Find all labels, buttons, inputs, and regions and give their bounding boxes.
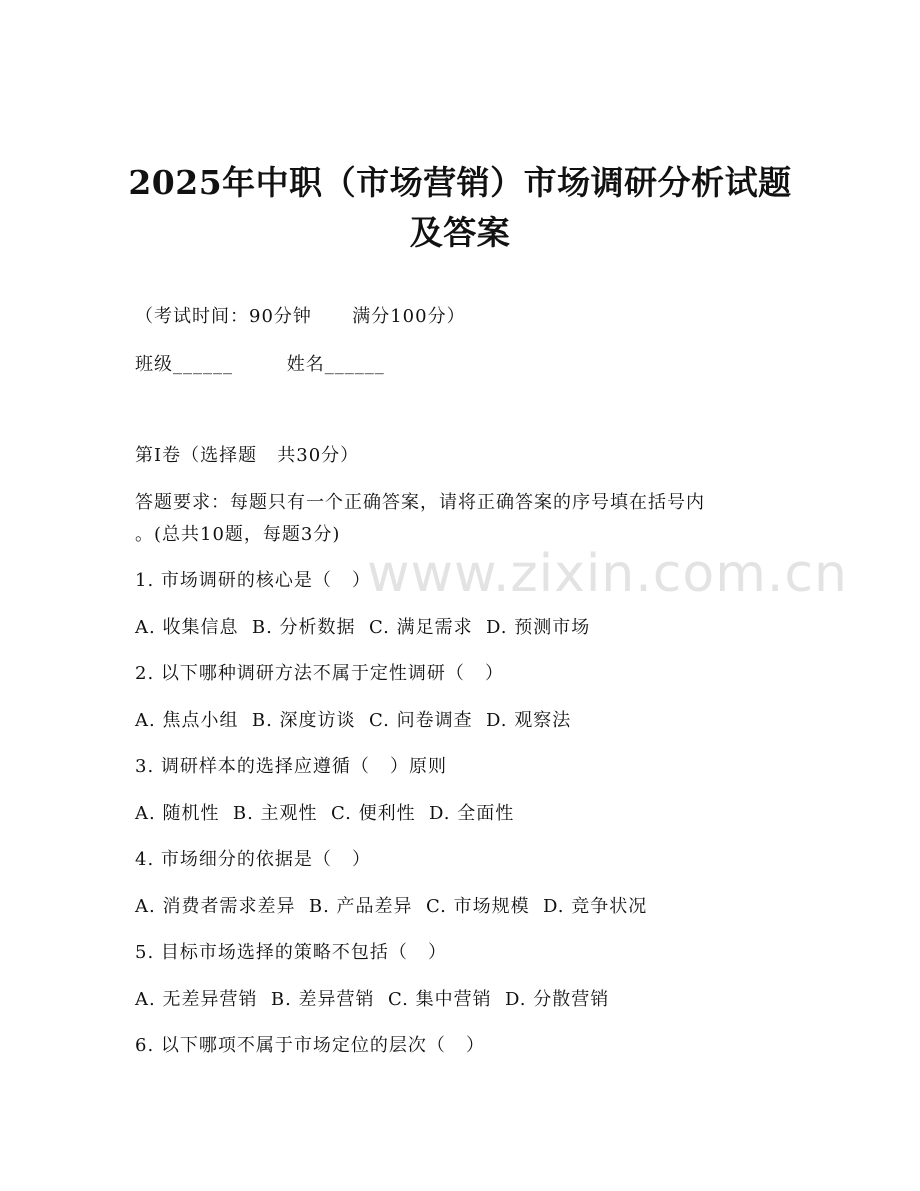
watermark: www.zixin.com.cn [367, 544, 848, 604]
question-options: A. 消费者需求差异 B. 产品差异 C. 市场规模 D. 竞争状况 [135, 896, 648, 917]
question-options: A. 收集信息 B. 分析数据 C. 满足需求 D. 预测市场 [135, 617, 591, 638]
instructions-line-2: 。(总共10题，每题3分) [135, 524, 341, 545]
question-stem: 6. 以下哪项不属于市场定位的层次（ ） [135, 1035, 486, 1056]
question-options: A. 随机性 B. 主观性 C. 便利性 D. 全面性 [135, 803, 515, 824]
question-stem: 3. 调研样本的选择应遵循（ ）原则 [135, 756, 448, 777]
question-stem: 4. 市场细分的依据是（ ） [135, 849, 372, 870]
page-title-line-2: 及答案 [409, 213, 511, 252]
exam-info: （考试时间：90分钟 满分100分） [135, 306, 466, 327]
question-options: A. 焦点小组 B. 深度访谈 C. 问卷调查 D. 观察法 [135, 710, 572, 731]
question-stem: 1. 市场调研的核心是（ ） [135, 570, 372, 591]
student-info: 班级______ 姓名______ [135, 354, 385, 375]
section-title: 第I卷（选择题 共30分） [135, 445, 360, 466]
instructions-line-1: 答题要求：每题只有一个正确答案，请将正确答案的序号填在括号内 [135, 492, 705, 513]
question-stem: 2. 以下哪种调研方法不属于定性调研（ ） [135, 663, 505, 684]
question-stem: 5. 目标市场选择的策略不包括（ ） [135, 942, 448, 963]
question-options: A. 无差异营销 B. 差异营销 C. 集中营销 D. 分散营销 [135, 989, 610, 1010]
page-title-line-1: 2025年中职（市场营销）市场调研分析试题 [128, 163, 792, 202]
